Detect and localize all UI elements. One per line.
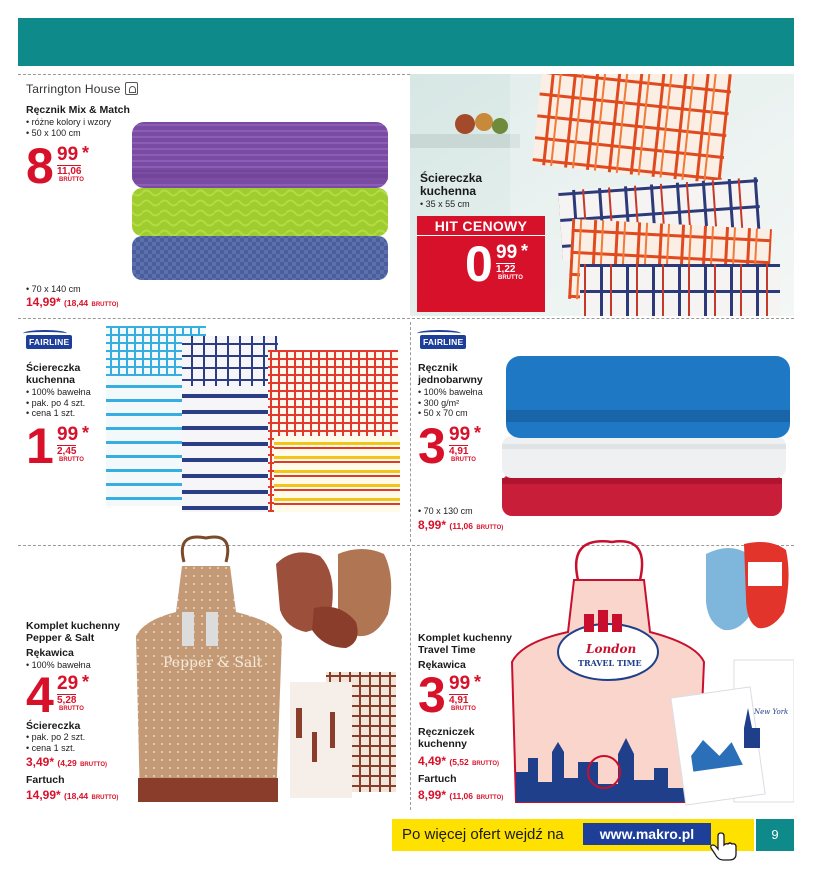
sub-price-gross: (4,29 <box>57 758 77 768</box>
product-kitchen-set-pepper-salt[interactable] <box>26 532 406 812</box>
product-name <box>26 620 120 644</box>
brand-name <box>26 82 138 96</box>
fairline-logo <box>420 332 466 350</box>
product-name-line: Ściereczka <box>420 171 483 185</box>
brutto-label: BRUTTO <box>59 457 84 463</box>
feature-item: • cena 1 szt. <box>26 742 76 753</box>
price-decimal: 99 <box>57 144 79 165</box>
sub-price-brutto: BRUTTO) <box>472 761 499 767</box>
divider <box>410 548 411 810</box>
brutto-label: BRUTTO <box>59 177 84 183</box>
price-gross: 11,06 <box>57 166 82 177</box>
price-gross: 2,45 <box>57 446 77 457</box>
product-name <box>418 632 512 656</box>
divider <box>18 318 794 319</box>
price-gross: 4,91 <box>449 446 469 457</box>
price-tag <box>26 667 126 723</box>
hand-cursor-icon <box>708 832 742 862</box>
sub-product-name-line: kuchenny <box>418 738 468 750</box>
feature-item: • 35 x 55 cm <box>420 199 470 209</box>
feature-item: • 100% bawełna <box>26 660 91 670</box>
price-star: * <box>82 672 90 692</box>
price-decimal: 99 <box>449 673 471 694</box>
product-name-line: kuchenna <box>26 374 76 386</box>
sub-price <box>418 788 503 802</box>
feature-item: • pak. po 4 szt. <box>26 397 86 408</box>
sub-product-name <box>418 726 475 750</box>
fairline-logo <box>26 332 72 350</box>
variant-gross: (11,06 <box>449 521 474 531</box>
variant-brutto: BRUTTO) <box>91 302 119 308</box>
product-name-line: kuchenna <box>420 184 477 198</box>
price-integer: 3 <box>418 667 444 723</box>
fairline-logo-text: FAIRLINE <box>420 335 466 349</box>
hit-label: HIT CENOWY <box>417 216 545 236</box>
product-name: Ręcznik Mix & Match <box>26 104 130 116</box>
brutto-label: BRUTTO <box>59 706 84 712</box>
product-name-line: Komplet kuchenny <box>26 620 120 632</box>
feature-item: • pak. po 2 szt. <box>26 732 86 742</box>
variant-size: • 70 x 130 cm <box>418 506 473 516</box>
price-decimal: 99 <box>449 424 471 445</box>
sub-price <box>26 788 118 802</box>
brutto-label: BRUTTO <box>451 706 476 712</box>
towel-text-newyork: New York <box>754 708 789 716</box>
price-integer: 1 <box>26 418 52 474</box>
sub-price-gross: (11,06 <box>449 791 474 801</box>
house-icon <box>125 82 138 95</box>
price-tag <box>418 667 518 723</box>
sub-product-name: Fartuch <box>418 773 457 785</box>
variant-price <box>418 518 503 532</box>
sub-price-brutto: BRUTTO) <box>476 795 504 801</box>
feature-list <box>26 732 85 753</box>
product-name-line: Pepper & Salt <box>26 632 95 644</box>
sub-product-name: Rękawica <box>26 647 74 659</box>
product-name <box>420 172 482 198</box>
fairline-logo-text: FAIRLINE <box>26 335 72 349</box>
sub-price-gross: (5,52 <box>449 757 469 767</box>
price-gross: 4,91 <box>449 695 469 706</box>
feature-item: • 100% bawełna <box>418 387 483 397</box>
price-integer: 3 <box>418 418 444 474</box>
variant-size: • 70 x 140 cm <box>26 284 81 294</box>
price-star: * <box>474 672 482 692</box>
apron-text: Pepper & Salt <box>163 655 263 671</box>
sub-product-name-line: Ręczniczek <box>418 726 475 738</box>
makro-url-link[interactable]: www.makro.pl <box>583 823 711 845</box>
product-dish-cloth-fairline[interactable] <box>26 326 406 540</box>
variant-gross: (18,44 <box>64 298 89 308</box>
price-integer: 0 <box>465 236 491 292</box>
feature-item: • 50 x 100 cm <box>26 127 81 138</box>
product-kitchen-set-travel-time[interactable] <box>418 532 794 812</box>
product-towel-mix-match[interactable] <box>26 82 406 314</box>
product-name <box>26 362 80 386</box>
feature-list <box>26 387 91 419</box>
header-bar <box>18 18 794 66</box>
price-integer: 8 <box>26 138 52 194</box>
apron-text-london: London <box>586 642 637 656</box>
product-name-line: Komplet kuchenny <box>418 632 512 644</box>
variant-price-value: 14,99* <box>26 295 61 309</box>
hit-price-badge <box>417 216 545 312</box>
feature-item: • 300 g/m² <box>418 397 460 408</box>
brutto-label: BRUTTO <box>498 275 523 281</box>
sub-price <box>26 755 107 769</box>
price-star: * <box>82 423 90 443</box>
product-name-line: Travel Time <box>418 644 476 656</box>
product-towel-plain[interactable] <box>418 326 794 540</box>
price-gross: 5,28 <box>57 695 77 706</box>
towel-stack-image <box>498 350 794 520</box>
price-decimal: 99 <box>496 242 518 263</box>
dish-cloths-image <box>102 326 404 512</box>
sub-price-gross: (18,44 <box>64 791 89 801</box>
brutto-label: BRUTTO <box>451 457 476 463</box>
variant-brutto: BRUTTO) <box>476 525 504 531</box>
price-star: * <box>521 241 529 261</box>
feature-item: • cena 1 szt. <box>26 408 76 418</box>
price-gross: 1,22 <box>496 264 516 275</box>
variant-price <box>26 295 118 309</box>
sub-price-value: 3,49* <box>26 755 55 769</box>
sub-price-brutto: BRUTTO) <box>91 795 119 801</box>
price-tag <box>26 138 126 194</box>
price-star: * <box>82 143 90 163</box>
product-name-line: Ściereczka <box>26 362 81 374</box>
divider <box>410 322 411 542</box>
apron-text-travel: TRAVEL TIME <box>578 658 642 668</box>
divider <box>18 74 410 75</box>
footer-text: Po więcej ofert wejdź na <box>402 826 564 843</box>
price-star: * <box>474 423 482 443</box>
apron-set-image <box>508 532 794 808</box>
towel-stack-image <box>124 118 394 288</box>
sub-product-name: Rękawica <box>418 659 466 671</box>
product-name-line: jednobarwny <box>418 374 483 386</box>
sub-price <box>418 754 499 768</box>
sub-price-value: 8,99* <box>418 788 447 802</box>
sub-price-value: 4,49* <box>418 754 447 768</box>
feature-item: • 100% bawełna <box>26 387 91 397</box>
feature-list <box>26 117 111 138</box>
sub-product-name: Ściereczka <box>26 720 81 732</box>
price-decimal: 29 <box>57 673 79 694</box>
sub-price-brutto: BRUTTO) <box>80 762 107 768</box>
sub-product-name: Fartuch <box>26 774 65 786</box>
page-number: 9 <box>756 819 794 851</box>
brand-label: Tarrington House <box>26 82 121 96</box>
product-name <box>418 362 483 386</box>
product-name-line: Ręcznik <box>418 362 458 374</box>
price-tag <box>465 236 545 292</box>
variant-price-value: 8,99* <box>418 518 447 532</box>
feature-list <box>418 387 483 419</box>
feature-item: • różne kolory i wzory <box>26 117 112 127</box>
sub-price-value: 14,99* <box>26 788 61 802</box>
feature-item: • 50 x 70 cm <box>418 408 468 418</box>
price-integer: 4 <box>26 667 52 723</box>
price-decimal: 99 <box>57 424 79 445</box>
